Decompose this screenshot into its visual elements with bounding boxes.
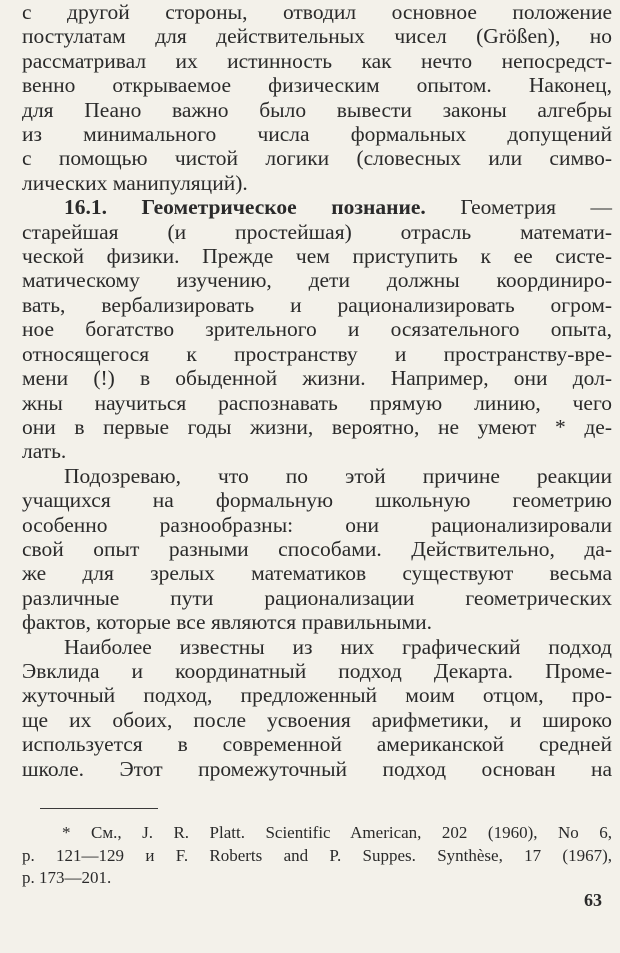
text-line: венно открываемое физическим опытом. Наконец, bbox=[22, 73, 612, 98]
text-line: используется в современной американской средней bbox=[22, 732, 612, 757]
text-line: Подозреваю, что по этой причине реакции bbox=[64, 463, 612, 488]
section-heading: 16.1. Геометрическое познание. bbox=[64, 195, 426, 220]
text-line: различные пути рационализации геометрических bbox=[22, 585, 612, 610]
text-line: учащихся на формальную школьную геометрию bbox=[22, 488, 612, 513]
footnote-divider bbox=[40, 808, 158, 809]
text-fragment: Геометрия — bbox=[460, 195, 612, 220]
text-line: они в первые годы жизни, вероятно, не умеют * де- bbox=[22, 414, 612, 439]
text-line: из минимального числа формальных допущений bbox=[22, 122, 612, 147]
footnote-line: * См., J. R. Platt. Scientific American, 202 (1960), No 6, bbox=[62, 823, 612, 842]
text-line: школе. Этот промежуточный подход основан на bbox=[22, 756, 612, 781]
text-line: с другой стороны, отводил основное положение bbox=[22, 0, 612, 24]
text-line: свой опыт разными способами. Действительно, да- bbox=[22, 536, 612, 561]
text-line: постулатам для действительных чисел (Größen), но bbox=[22, 24, 612, 49]
text-line: ное богатство зрительного и осязательного опыта, bbox=[22, 317, 612, 342]
text-line: с помощью чистой логики (словесных или симво- bbox=[22, 146, 612, 171]
text-line: ческой физики. Прежде чем приступить к ее систе- bbox=[22, 244, 612, 269]
footnote-line: p. 173—201. bbox=[22, 868, 112, 887]
text-line: для Пеано важно было вывести законы алгебры bbox=[22, 97, 612, 122]
text-line: матическому изучению, дети должны координиро- bbox=[22, 268, 612, 293]
text-line: старейшая (и простейшая) отрасль математи- bbox=[22, 219, 612, 244]
text-line: лать. bbox=[22, 439, 67, 464]
text-line: особенно разнообразны: они рационализировали bbox=[22, 512, 612, 537]
text-line: же для зрелых математиков существуют весьма bbox=[22, 561, 612, 586]
text-line: вать, вербализировать и рационализировать огром- bbox=[22, 292, 612, 317]
text-line: мени (!) в обыденной жизни. Например, они дол- bbox=[22, 366, 612, 391]
text-line: жны научиться распознавать прямую линию, чего bbox=[22, 390, 612, 415]
text-line: ще их обоих, после усвоения арифметики, и широко bbox=[22, 707, 612, 732]
text-line: жуточный подход, предложенный моим отцом, про- bbox=[22, 683, 612, 708]
text-line: лических манипуляций). bbox=[22, 170, 248, 195]
text-line: Наиболее известны из них графический подход bbox=[64, 634, 612, 659]
text-line: Эвклида и координатный подход Декарта. Проме- bbox=[22, 658, 612, 683]
page-number: 63 bbox=[584, 890, 602, 910]
text-line: рассматривал их истинность как нечто непосредст- bbox=[22, 48, 612, 73]
text-line: относящегося к пространству и пространству-вре- bbox=[22, 341, 612, 366]
footnote-line: p. 121—129 и F. Roberts and P. Suppes. Synthèse, 17 (1967), bbox=[22, 845, 612, 865]
body-text bbox=[22, 0, 612, 781]
text-line: фактов, которые все являются правильными. bbox=[22, 610, 432, 635]
section-first-line bbox=[22, 195, 612, 219]
footnote bbox=[22, 822, 612, 890]
